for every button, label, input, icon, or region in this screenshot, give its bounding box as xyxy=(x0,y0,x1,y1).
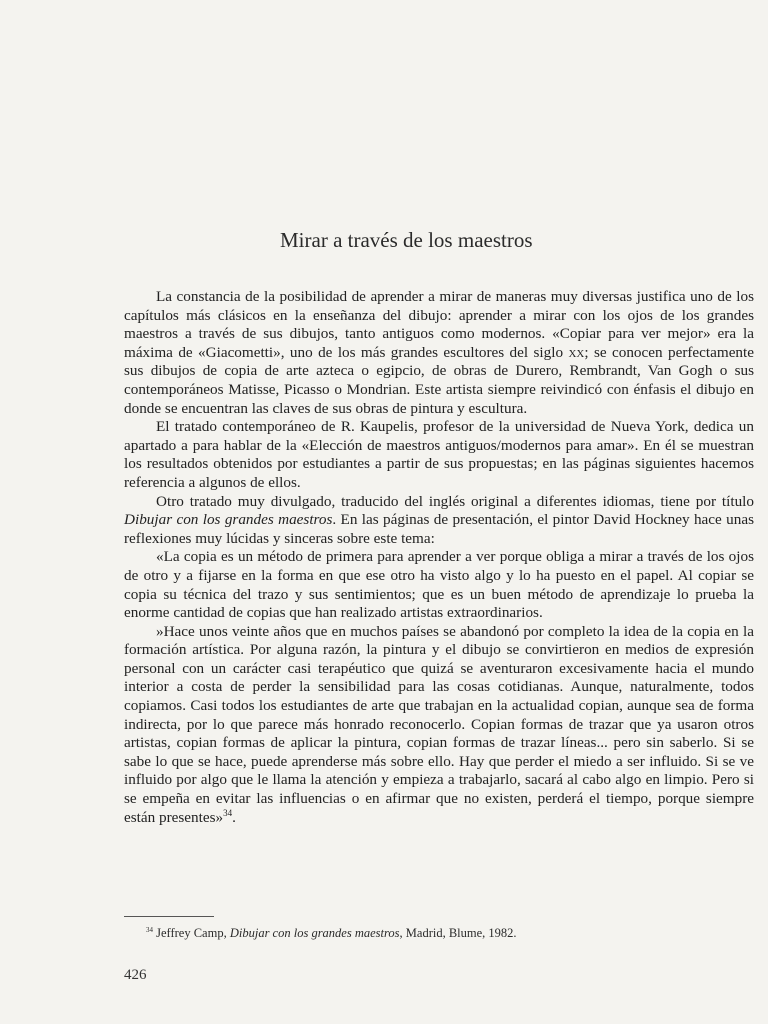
paragraph-5 xyxy=(124,623,754,828)
book-title-italic: Dibujar con los grandes maestros xyxy=(124,511,333,529)
footnote-book-title: Dibujar con los grandes maestros xyxy=(229,926,400,940)
paragraph-3-text-a: Otro tratado muy divulgado, traducido del inglés original a diferentes idiomas, tiene por título xyxy=(156,492,754,510)
paragraph-5-end: . xyxy=(232,808,236,826)
page-number: 426 xyxy=(124,967,147,983)
paragraph-1 xyxy=(124,288,754,418)
footnote-number: 34 xyxy=(146,925,153,934)
paragraph-2: El tratado contemporáneo de R. Kaupelis, profesor de la universidad de Nueva York, dedica un apartado a para hablar de la «Elección de maestros antiguos/modernos para amar». En él se muestran los resultados obtenidos por estudiantes a partir de sus propuestas; en las páginas siguientes hacemos referencia a algunos de ellos. xyxy=(124,418,754,491)
footnote-divider xyxy=(124,916,214,917)
paragraph-5-text: »Hace unos veinte años que en muchos países se abandonó por completo la idea de la copia en la formación artística. Por alguna razón, la pintura y el dibujo se convirtieron en medios de expresión personal con un carácter casi terapéutico que quizá se aventuraron excesivamente hacia el mundo interior a costa de perder la sensibilidad para las cosas cotidianas. Aunque, naturalmente, todos copiamos. Casi todos los estudiantes de arte que trabajan en la actualidad copian, aunque sea de forma indirecta, por lo que parece más honrado reconocerlo. Copian formas de trazar que ya usaron otros artistas, copian formas de aplicar la pintura, copian formas de trazar líneas... pero sin saberlo. Si se sabe lo que se hace, puede aprenderse más sobre ello. Hay que perder el miedo a ser influido. Si se ve influido por algo que le llama la atención y empieza a trabajarlo, sacará al cabo algo en limpio. Pero si se empeña en evitar las influencias o en afirmar que no existen, perderá el tiempo, porque siempre están presentes» xyxy=(124,622,754,826)
paragraph-4: «La copia es un método de primera para aprender a ver porque obliga a mirar a través de los ojos de otro y a fijarse en la forma en que ese otro ha visto algo y lo ha puesto en el papel. Al copiar se copia su técnica del trazo y sus sentimientos; que es un buen método de aprendizaje lo prueba la enorme cantidad de copias que han realizado artistas extraordinarios. xyxy=(124,548,754,622)
footnote-reference: 34 xyxy=(223,807,233,818)
century-numeral: xx xyxy=(568,343,585,361)
footnote-author: Jeffrey Camp, xyxy=(153,926,230,940)
body-text xyxy=(124,288,754,827)
footnote-details: , Madrid, Blume, 1982. xyxy=(399,926,517,940)
paragraph-3 xyxy=(124,493,754,549)
paragraph-3-text-b: . En las páginas de presentación, el pintor David Hockney hace unas reflexiones muy lúcidas y sinceras sobre este tema: xyxy=(124,511,754,547)
paragraph-1-text-a: La constancia de la posibilidad de aprender a mirar de maneras muy diversas justifica uno de los capítulos más clásicos en la enseñanza del dibujo: aprender a mirar con los ojos de los grandes maestros a través de sus dibujos, tanto antiguos como modernos. «Copiar para ver mejor» era la máxima de «Giacometti», uno de los más grandes escultores del siglo xyxy=(124,288,754,361)
footnote xyxy=(146,926,746,941)
paragraph-1-text-b: ; se conocen perfectamente sus dibujos de copia de arte azteca o egipcio, de obras de Durero, Rembrandt, Van Gogh o sus contemporáneos Matisse, Picasso o Mondrian. Este artista siempre reivindicó con énfasis el dibujo en donde se encuentran las claves de sus obras de pintura y escultura. xyxy=(124,343,754,417)
chapter-title: Mirar a través de los maestros xyxy=(280,228,533,252)
